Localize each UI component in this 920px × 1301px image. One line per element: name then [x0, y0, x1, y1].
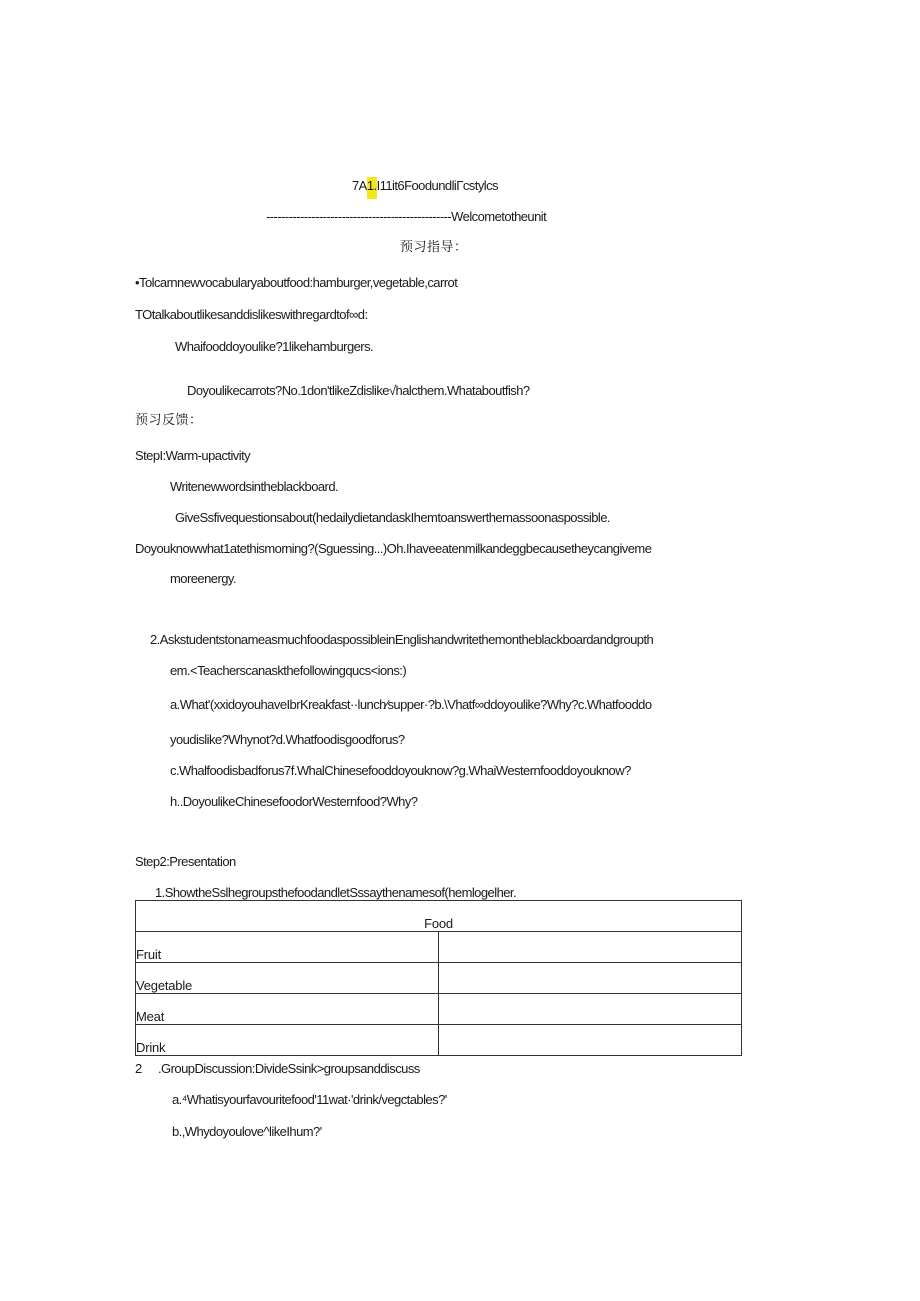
- example-sentence-1: Whaifooddoyoulike?1likehamburgers.: [175, 339, 374, 354]
- row-cell-meat: [439, 994, 742, 1025]
- row-cell-drink: [439, 1025, 742, 1056]
- document-title: [352, 178, 498, 194]
- table-row: [136, 963, 742, 994]
- step1-line-3: Doyouknowwhat1atethismorning?(Sguessing...)Oh.Ihaveeatenmilkandeggbecausetheycangiveme: [135, 541, 652, 556]
- step2-title: Step2:Presentation: [135, 854, 236, 869]
- step2-item-2-text: .GroupDiscussion:DivideSsink>groupsanddiscuss: [158, 1061, 420, 1076]
- preview-feedback-heading: 预习反馈：: [135, 413, 203, 428]
- row-label-meat: Meat: [136, 994, 439, 1025]
- step1-line-1: Writenewwordsintheblackboard.: [170, 479, 339, 494]
- table-row: [136, 932, 742, 963]
- step1-line-4: moreenergy.: [170, 571, 236, 586]
- subtitle-welcome: -------------------------------------------------Welcometotheunit: [266, 209, 547, 224]
- question-line-3: c.Whalfoodisbadforus7f.WhalChinesefooddoyouknow?g.WhaiWesternfooddoyouknow?: [170, 763, 631, 778]
- goal-likes-dislikes: TOtalkaboutlikesanddislikeswithregardtof∞d:: [135, 307, 368, 322]
- step2-item-2-number: 2: [135, 1061, 142, 1076]
- table-row: [136, 994, 742, 1025]
- preview-guide-heading: 预习指导：: [400, 240, 468, 255]
- question-line-4: h..DoyoulikeChinesefoodorWesternfood?Why?: [170, 794, 418, 809]
- food-groups-table: [135, 900, 742, 1056]
- example-sentence-2: Doyoulikecarrots?No.1don'tlikeZdislike√halcthem.Whataboutfish?: [187, 383, 530, 398]
- question-line-2: youdislike?Whynot?d.Whatfoodisgoodforus?: [170, 732, 405, 747]
- step2-item-1: 1.ShowtheSslhegroupsthefoodandletSssaythenamesof(hemlogelher.: [155, 885, 517, 900]
- title-prefix: 7A: [352, 178, 367, 193]
- table-header-row: [136, 901, 742, 932]
- table-row: [136, 1025, 742, 1056]
- question-line-1: a.What'(xxidoyouhaveIbrKreakfast··lunch∕supper·?b.\Vhatf∞ddoyoulike?Why?c.Whatfooddo: [170, 697, 652, 712]
- step1-line-2: GiveSsfivequestionsabout(hedailydietandaskIhemtoanswerthemassoonaspossible.: [175, 510, 610, 525]
- step1-title: StepI:Warm-upactivity: [135, 448, 251, 463]
- row-label-fruit: Fruit: [136, 932, 439, 963]
- discussion-question-a: a.⁴Whatisyourfavouritefood'11wat·'drink/vegctables?': [172, 1092, 447, 1107]
- table-header-food: Food: [136, 901, 742, 932]
- step1-item2-line-1: 2.AskstudentstonameasmuchfoodaspossibleinEnglishandwritethemontheblackboardandgroupth: [150, 632, 654, 647]
- title-highlight: 1.: [367, 177, 377, 199]
- row-cell-fruit: [439, 932, 742, 963]
- row-label-drink: Drink: [136, 1025, 439, 1056]
- goal-vocabulary: •Tolcarnnewvocabularyaboutfood:hamburger,vegetable,carrot: [135, 275, 458, 290]
- title-suffix: I11it6FoodundliΓcstylcs: [376, 178, 499, 193]
- discussion-question-b: b.,Whydoyoulove^likeIhum?': [172, 1124, 322, 1139]
- row-cell-vegetable: [439, 963, 742, 994]
- row-label-vegetable: Vegetable: [136, 963, 439, 994]
- step1-item2-line-2: em.<Teacherscanaskthefollowingqucs<ions:): [170, 663, 407, 678]
